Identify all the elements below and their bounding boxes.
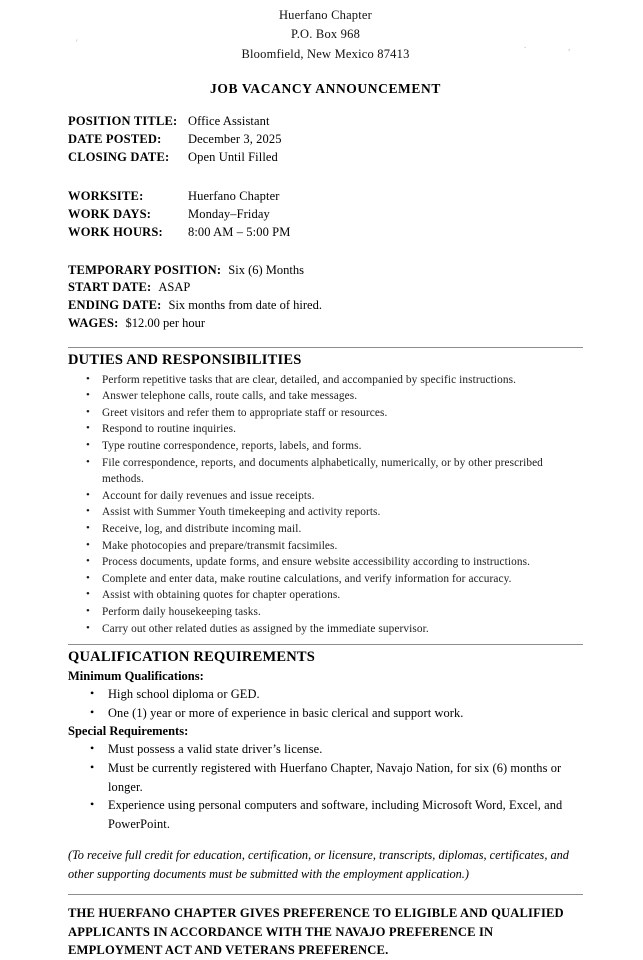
field-label: DATE POSTED: <box>68 131 162 146</box>
list-item: • Complete and enter data, make routine calculations, and verify information for accuracy. <box>68 571 583 588</box>
credit-note: (To receive full credit for education, certification, or licensure, transcripts, diplomas, certificates, and other supporting documents must be submitted with the employment application.) <box>68 848 569 882</box>
field-label: CLOSING DATE: <box>68 149 170 164</box>
field-value: Six months from date of hired. <box>168 298 322 313</box>
field-value: Huerfano Chapter <box>188 189 280 204</box>
divider <box>68 894 583 895</box>
field-value: December 3, 2025 <box>188 131 282 146</box>
field-label: POSITION TITLE: <box>68 114 178 129</box>
list-item: • Greet visitors and refer them to appropriate staff or resources. <box>68 405 583 422</box>
field-value: Monday–Friday <box>188 207 270 222</box>
worksite-details-block <box>68 188 583 241</box>
list-item: • Process documents, update forms, and ensure website accessibility according to instructions. <box>68 554 583 571</box>
scan-speck: . <box>524 40 527 50</box>
field-value: Open Until Filled <box>188 149 278 164</box>
letterhead-org: Huerfano Chapter <box>278 8 373 22</box>
field-row-closing-date <box>68 149 583 167</box>
position-details-block <box>68 113 583 166</box>
letterhead-city-state-zip: Bloomfield, New Mexico 87413 <box>241 46 410 61</box>
field-row-worksite <box>68 188 583 206</box>
list-item: • Experience using personal computers and software, including Microsoft Word, Excel, and PowerPoint. <box>68 796 583 833</box>
minimum-qualifications-list <box>68 685 583 722</box>
field-value: Six (6) Months <box>228 262 304 277</box>
scan-speck: ' <box>76 38 78 48</box>
letterhead <box>68 6 583 64</box>
field-row-position-title <box>68 113 583 131</box>
terms-details-block <box>68 262 583 333</box>
letterhead-po-box: P.O. Box 968 <box>290 27 361 42</box>
page-title: JOB VACANCY ANNOUNCEMENT <box>210 81 441 97</box>
list-item: • Type routine correspondence, reports, labels, and forms. <box>68 438 583 455</box>
field-label: WORK HOURS: <box>68 224 163 239</box>
special-requirements-list <box>68 740 583 833</box>
list-item: • Answer telephone calls, route calls, and take messages. <box>68 388 583 405</box>
preference-statement: THE HUERFANO CHAPTER GIVES PREFERENCE TO ELIGIBLE AND QUALIFIED APPLICANTS IN ACCORDANCE WITH THE NAVAJO PREFERENCE IN EMPLOYMENT ACT AND VETERANS PREFERENCE. <box>68 906 564 958</box>
list-item: • Perform daily housekeeping tasks. <box>68 604 583 621</box>
field-row-temporary-position <box>68 262 583 280</box>
field-label: WORKSITE: <box>68 189 144 204</box>
field-label: ENDING DATE: <box>68 298 162 313</box>
field-row-start-date <box>68 279 583 297</box>
list-item: • Perform repetitive tasks that are clear, detailed, and accompanied by specific instructions. <box>68 372 583 389</box>
list-item: • Make photocopies and prepare/transmit facsimiles. <box>68 538 583 555</box>
duties-list <box>68 372 583 638</box>
field-label: WAGES: <box>68 315 119 330</box>
divider <box>68 347 583 348</box>
field-label: TEMPORARY POSITION: <box>68 262 222 277</box>
list-item: • High school diploma or GED. <box>68 685 583 704</box>
field-value: ASAP <box>158 280 191 295</box>
scan-speck: , <box>568 42 571 52</box>
field-row-ending-date <box>68 297 583 315</box>
list-item: • Assist with obtaining quotes for chapter operations. <box>68 587 583 604</box>
subheading-minimum-qualifications: Minimum Qualifications: <box>68 669 204 684</box>
list-item: • Carry out other related duties as assigned by the immediate supervisor. <box>68 621 583 638</box>
list-item: • Respond to routine inquiries. <box>68 421 583 438</box>
list-item: • Account for daily revenues and issue receipts. <box>68 488 583 505</box>
field-row-date-posted <box>68 131 583 149</box>
list-item: • Must be currently registered with Huerfano Chapter, Navajo Nation, for six (6) months or longer. <box>68 759 583 796</box>
list-item: • One (1) year or more of experience in basic clerical and support work. <box>68 704 583 723</box>
field-row-wages <box>68 315 583 333</box>
field-row-work-hours <box>68 224 583 242</box>
section-heading-qualifications: QUALIFICATION REQUIREMENTS <box>68 649 316 666</box>
list-item: • Assist with Summer Youth timekeeping and activity reports. <box>68 504 583 521</box>
field-value: Office Assistant <box>188 114 270 129</box>
field-label: WORK DAYS: <box>68 207 152 222</box>
subheading-special-requirements: Special Requirements: <box>68 724 189 739</box>
list-item: • Receive, log, and distribute incoming mail. <box>68 521 583 538</box>
divider <box>68 644 583 645</box>
field-label: START DATE: <box>68 280 152 295</box>
field-value: 8:00 AM – 5:00 PM <box>188 224 291 239</box>
list-item: • Must possess a valid state driver’s license. <box>68 740 583 759</box>
field-value: $12.00 per hour <box>125 315 206 330</box>
list-item: • File correspondence, reports, and documents alphabetically, numerically, or by other prescribed methods. <box>68 455 583 488</box>
field-row-work-days <box>68 206 583 224</box>
section-heading-duties: DUTIES AND RESPONSIBILITIES <box>68 351 302 368</box>
